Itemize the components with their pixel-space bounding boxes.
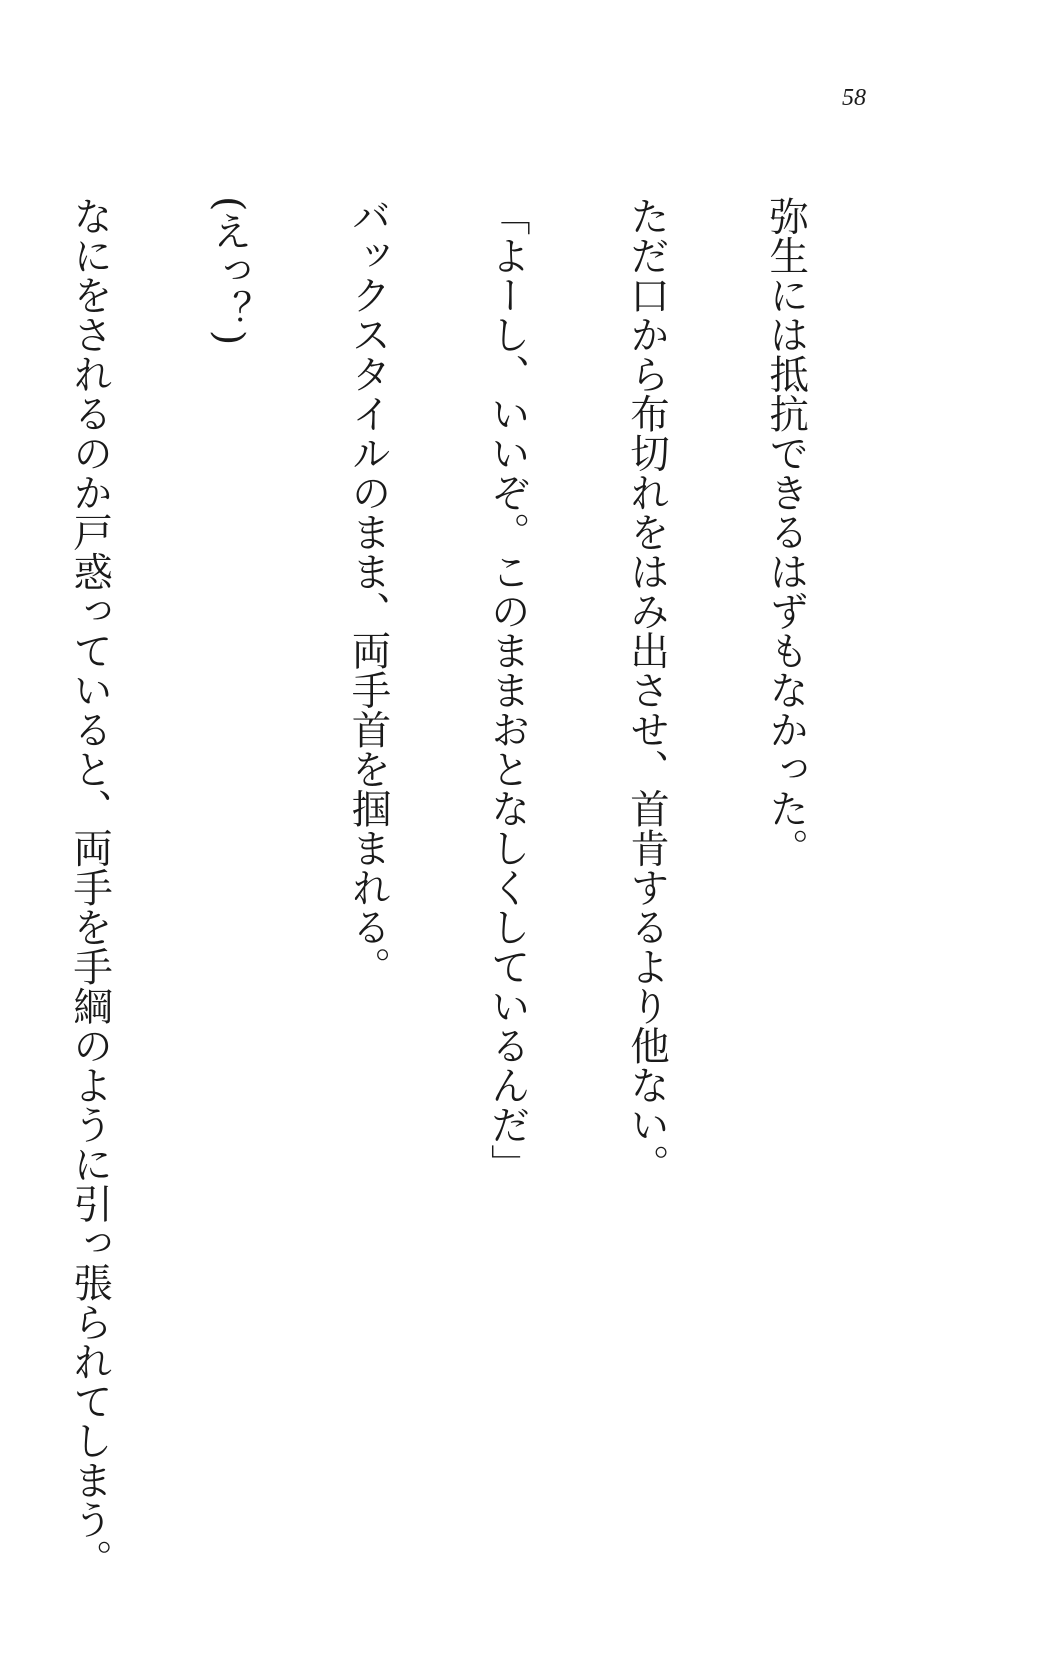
page-number: 58 — [842, 85, 866, 111]
text-line-1: 弥生には抵抗できるはずもなかった。 — [763, 196, 810, 868]
text-line-4: バックスタイルのまま、両手首を掴まれる。 — [345, 196, 392, 986]
text-line-2: ただ口から布切れをはみ出させ、首肯するより他ない。 — [623, 196, 670, 1184]
text-line-5: (えっ？) — [206, 196, 253, 346]
text-line-3: 「よーし、いいぞ。このままおとなしくしているんだ」 — [484, 196, 531, 1184]
novel-text-column — [0, 196, 902, 1579]
text-line-6: なにをされるのか戸惑っていると、両手を手綱のように引っ張られてしまう。 — [67, 196, 114, 1579]
